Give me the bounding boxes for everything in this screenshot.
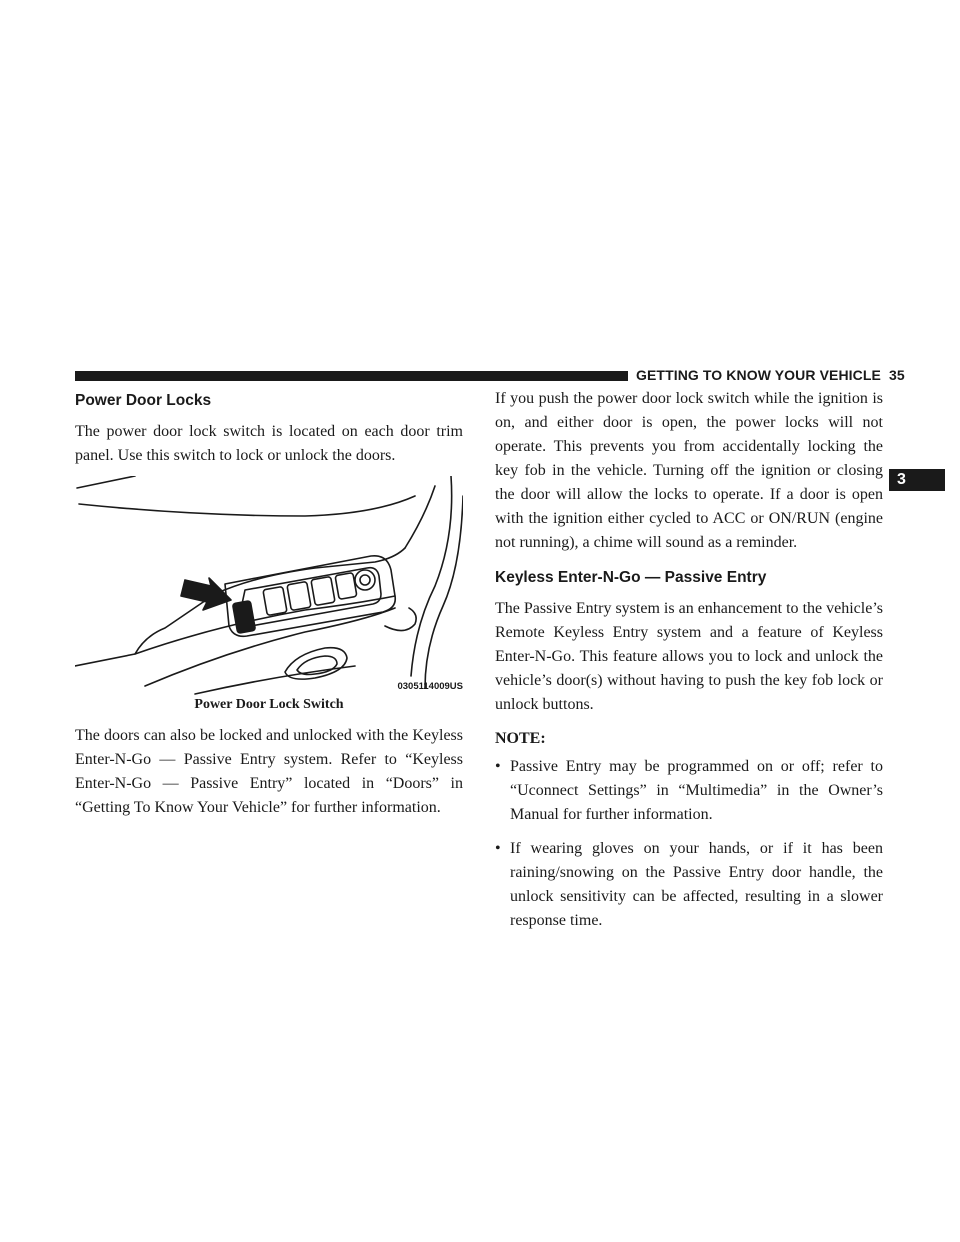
figure-caption: Power Door Lock Switch [194,697,344,712]
power-door-locks-body: The doors can also be locked and unlocked with the Keyless Enter-N-Go — Passive Entry system. Refer to “Keyless Enter-N-Go — Passive Entry” located in “Doors” in “Getting To Know Your Vehicle” for further information. [75,727,463,816]
right-column [495,387,883,943]
ignition-lock-paragraph: If you push the power door lock switch while the ignition is on, and either door is open, the power locks will not operate. This prevents you from accidentally locking the key fob in the vehicle. Turning off the ignition or closing the door will allow the locks to operate. If a door is open with the ignition either cycled to ACC or ON/RUN (engine not running), a chime will sound as a reminder. [495,390,883,551]
list-item-text: Passive Entry may be programmed on or off; refer to “Uconnect Settings” in “Multimedia” in the Owner’s Manual for further information. [510,758,883,823]
bullet-glyph: • [495,840,501,857]
bullet-glyph: • [495,758,501,775]
left-column [75,390,463,820]
chapter-tab: 3 [889,469,945,491]
list-item-text: If wearing gloves on your hands, or if it has been raining/snowing on the Passive Entry door handle, the unlock sensitivity can be affected, resulting in a slower response time. [510,840,883,929]
keyless-entry-body: The Passive Entry system is an enhancement to the vehicle’s Remote Keyless Entry system and a feature of Keyless Enter-N-Go. This feature allows you to lock and unlock the vehicle’s door(s) without having to push the key fob lock or unlock buttons. [495,600,883,713]
list-item [495,837,883,933]
note-list [495,755,883,933]
door-lock-switch-figure [75,476,463,696]
section-title: GETTING TO KNOW YOUR VEHICLE [636,367,881,383]
keyless-entry-heading: Keyless Enter-N-Go — Passive Entry [495,569,767,586]
page-number: 35 [888,367,905,383]
power-door-locks-intro: The power door lock switch is located on each door trim panel. Use this switch to lock or unlock the doors. [75,423,463,464]
header-rule [75,371,628,381]
note-label: NOTE: [495,730,546,747]
figure-code: 0305114009US [397,681,463,692]
door-panel-illustration [75,476,463,696]
list-item [495,755,883,827]
power-door-locks-heading: Power Door Locks [75,392,212,409]
running-header [636,367,905,383]
